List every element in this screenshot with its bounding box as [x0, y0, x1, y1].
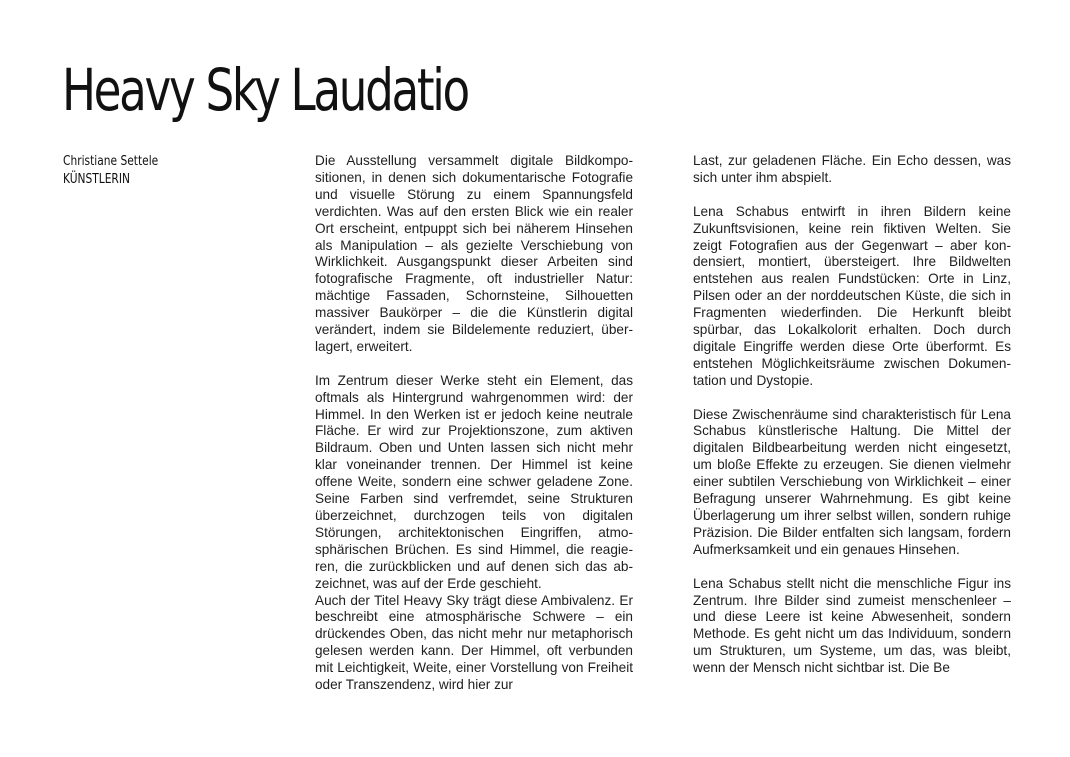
page-title: Heavy Sky Laudatio	[62, 56, 468, 124]
paragraph: Lena Schabus entwirft in ihren Bildern keine Zukunftsvisionen, keine rein fiktiven Welten. Sie zeigt Fotografien aus der Gegenwart – aber kondensiert, montiert, übersteigert. Ihre Bildwelten entstehen aus realen Fundstücken: Orte in Linz, Pilsen oder an der norddeutschen Küste, die sich in Fragmenten wiederfinden. Die Herkunft bleibt spürbar, das Lokalkolorit erhalten. Doch durch digitale Eingriffe werden diese Orte überformt. Es entstehen Möglichkeitsräume zwischen Dokumentation und Dystopie.	[693, 203, 1011, 388]
paragraph: Last, zur geladenen Fläche. Ein Echo dessen, was sich unter ihm abspielt.	[693, 153, 1011, 185]
author-block	[63, 153, 227, 189]
author-role: KÜNSTLERIN	[63, 172, 130, 187]
paragraph: Im Zentrum dieser Werke steht ein Element, das oftmals als Hintergrund wahrgenommen wird: der Himmel. In den Werken ist er jedoch keine neutrale Fläche. Er wird zur Projektionszone, zum aktiven Bildraum. Oben und Unten lassen sich nicht mehr klar voneinander trennen. Der Himmel ist keine offene Weite, sondern eine schwer geladene Zone. Seine Farben sind verfremdet, seine Strukturen überzeichnet, durchzogen teils von digitalen Störungen, architektonischen Eingriffen, atmosphärischen Brüchen. Es sind Himmel, die reagieren, die zurückblicken und auf denen sich das abzeichnet, was auf der Erde geschieht.	[315, 372, 633, 591]
author-name: Christiane Settele	[63, 154, 159, 169]
paragraph: Diese Zwischenräume sind charakteristisch für Lena Schabus künstlerische Haltung. Die Mittel der digitalen Bildbearbeitung werden nicht eingesetzt, um bloße Effekte zu erzeugen. Sie dienen vielmehr einer subtilen Verschiebung von Wirklichkeit – einer Befragung unserer Wahrnehmung. Es gibt keine Überlagerung um ihrer selbst willen, sondern ruhige Präzision. Die Bilder entfalten sich langsam, fordern Aufmerksamkeit und ein genaues Hinsehen.	[693, 406, 1011, 557]
text-column-right	[693, 153, 1011, 677]
paragraph: Auch der Titel Heavy Sky trägt diese Ambivalenz. Er beschreibt eine atmosphärische Schwere – ein drückendes Oben, das nicht mehr nur metaphorisch gelesen werden kann. Der Himmel, oft verbunden mit Leichtigkeit, Weite, einer Vorstellung von Freiheit oder Transzendenz, wird hier zur	[315, 592, 633, 693]
paragraph: Lena Schabus stellt nicht die menschliche Figur ins Zentrum. Ihre Bilder sind zumeist menschenleer – und diese Leere ist keine Abwesenheit, sondern Methode. Es geht nicht um das Individuum, sondern um Strukturen, um Systeme, um das, was bleibt, wenn der Mensch nicht sichtbar ist. Die Be	[693, 575, 1011, 676]
text-column-left	[315, 153, 633, 694]
paragraph: Die Ausstellung versammelt digitale Bildkompositionen, in denen sich dokumentarische Fotografie und visuelle Störung zu einem Spannungsfeld verdichten. Was auf den ersten Blick wie ein realer Ort erscheint, entpuppt sich bei näherem Hinsehen als Manipulation – als gezielte Verschiebung von Wirklichkeit. Ausgangspunkt dieser Arbeiten sind fotografische Fragmente, oft industrieller Natur: mächtige Fassaden, Schornsteine, Silhouetten massiver Baukörper – die die Künstlerin digital verändert, indem sie Bildelemente reduziert, überlagert, erweitert.	[315, 153, 633, 354]
